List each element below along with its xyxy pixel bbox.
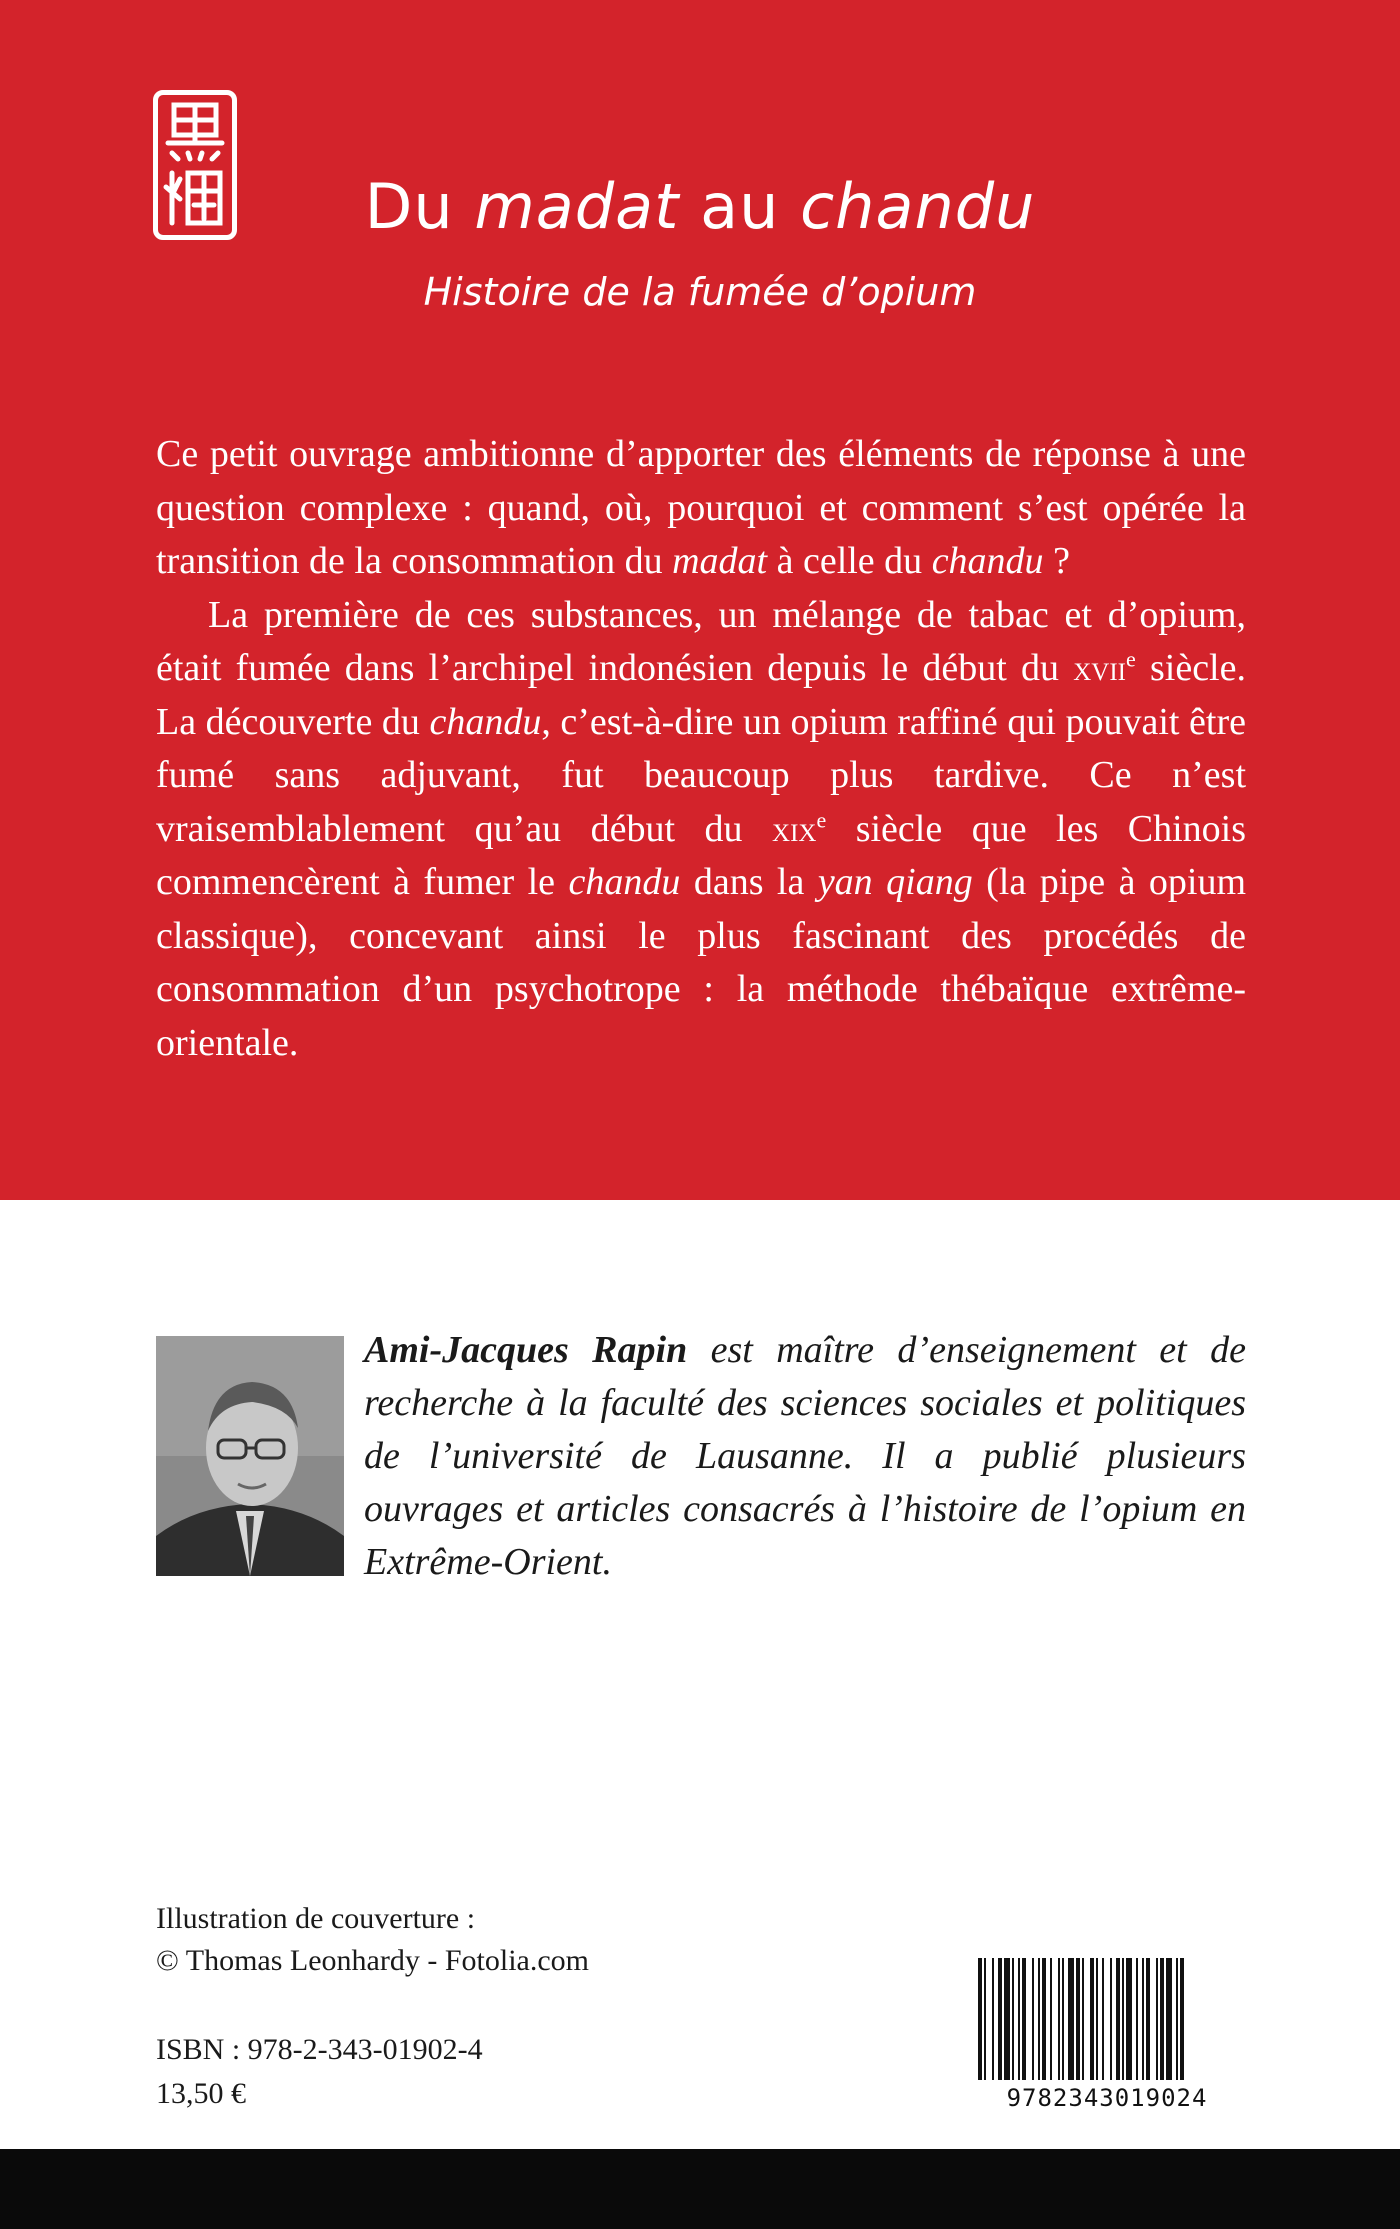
century-suffix: e	[1126, 646, 1136, 672]
blurb-text: siècle que les Chinois commencèrent à fumer le	[156, 807, 1246, 903]
barcode-bar	[984, 1958, 986, 2080]
blurb-term-chandu: chandu	[429, 700, 542, 743]
blurb-text: (la pipe à opium classique), concevant ainsi le plus fascinant des procédés de consommation d’un psychotrope : la méthode thébaïque extrême-orientale.	[156, 861, 1246, 1064]
barcode-bar	[1032, 1958, 1034, 2080]
barcode-bar	[1068, 1958, 1074, 2080]
barcode-bar	[1116, 1958, 1120, 2080]
title-part-1: Du	[364, 170, 475, 243]
barcode-bar	[1018, 1958, 1020, 2080]
barcode-bar	[1076, 1958, 1080, 2080]
barcode-bar	[1062, 1958, 1064, 2080]
barcode-bar	[1050, 1958, 1052, 2080]
credit-line-1: Illustration de couverture :	[156, 1902, 476, 1935]
barcode-bar	[1160, 1958, 1164, 2080]
isbn-price-block	[156, 2028, 483, 2116]
credit-line-2: © Thomas Leonhardy - Fotolia.com	[156, 1944, 589, 1977]
barcode-bar	[1146, 1958, 1150, 2080]
price: 13,50 €	[156, 2077, 246, 2110]
barcode-bar	[1038, 1958, 1040, 2080]
cover-credit	[156, 1898, 589, 1982]
century-xix: xix	[772, 808, 817, 849]
barcode-bar	[978, 1958, 982, 2080]
blurb-text: , c’est-à-dire un opium raffiné qui pouvait être fumé sans adjuvant, fut beaucoup plus tardive. Ce n’est vraisemblablement qu’au début du	[156, 700, 1246, 850]
book-subtitle: Histoire de la fumée d’opium	[423, 270, 977, 314]
blurb-term-chandu: chandu	[568, 861, 681, 903]
author-bio-text: est maître d’enseignement et de recherche à la faculté des sciences sociales et politiques de l’université de Lausanne. Il a publié plusieurs ouvrages et articles consacrés à l’histoire de l’opium en Extrême-Orient.	[364, 1329, 1246, 1583]
isbn: ISBN : 978-2-343-01902-4	[156, 2033, 483, 2066]
barcode-bar	[1058, 1958, 1060, 2080]
barcode-number: 9782343019024	[1006, 2084, 1208, 2112]
author-portrait-image	[156, 1336, 344, 1576]
century-xvii: xvii	[1073, 648, 1126, 688]
barcode-bar	[1122, 1958, 1124, 2080]
blurb-text: La première de ces substances, un mélange de tabac et d’opium, était fumée dans l’archipel indonésien depuis le début du	[156, 593, 1246, 689]
barcode-bar	[1136, 1958, 1138, 2080]
blurb-term-chandu: chandu	[931, 540, 1044, 582]
book-title	[300, 170, 1100, 243]
back-cover-blurb	[156, 428, 1246, 1070]
barcode-bar	[1142, 1958, 1144, 2080]
title-madat: madat	[474, 170, 680, 243]
blurb-text: Ce petit ouvrage ambitionne d’apporter des éléments de réponse à une question complexe : quand, où, pourquoi et comment s’est opérée la transition de la consommation du	[156, 433, 1246, 582]
blurb-paragraph-2	[156, 589, 1246, 1071]
barcode-bar	[1022, 1958, 1026, 2080]
seal-logo	[153, 90, 237, 240]
blurb-text: à celle du	[767, 540, 932, 582]
blurb-term-yan-qiang: yan qiang	[817, 861, 973, 903]
barcode-bar	[1082, 1958, 1084, 2080]
blurb-text: siècle. La découverte du	[156, 647, 1246, 743]
barcode-bar	[1096, 1958, 1098, 2080]
century-suffix: e	[816, 806, 827, 832]
barcode-bar	[1090, 1958, 1094, 2080]
barcode-bar	[1004, 1958, 1010, 2080]
author-name: Ami-Jacques Rapin	[364, 1329, 688, 1371]
author-photo	[156, 1336, 344, 1576]
bottom-black-bar	[0, 2149, 1400, 2229]
barcode-bar	[1042, 1958, 1046, 2080]
barcode-bar	[1012, 1958, 1014, 2080]
blurb-term-madat: madat	[672, 540, 768, 582]
barcode-bar	[1102, 1958, 1104, 2080]
barcode-bar	[1156, 1958, 1158, 2080]
barcode-bar	[992, 1958, 994, 2080]
barcode-bar	[998, 1958, 1002, 2080]
barcode-bar	[1176, 1958, 1178, 2080]
barcode-bars	[972, 1954, 1242, 2084]
author-bio	[364, 1324, 1246, 1589]
barcode-bar	[1110, 1958, 1112, 2080]
barcode-bar	[1180, 1958, 1184, 2080]
blurb-paragraph-1	[156, 428, 1246, 589]
blurb-text: dans la	[680, 861, 818, 903]
barcode	[972, 1954, 1242, 2124]
blurb-text: ?	[1043, 540, 1070, 582]
title-chandu: chandu	[800, 170, 1036, 243]
seal-glyph-image	[158, 95, 232, 235]
barcode-bar	[1126, 1958, 1132, 2080]
barcode-bar	[1166, 1958, 1172, 2080]
title-part-2: au	[679, 170, 801, 243]
